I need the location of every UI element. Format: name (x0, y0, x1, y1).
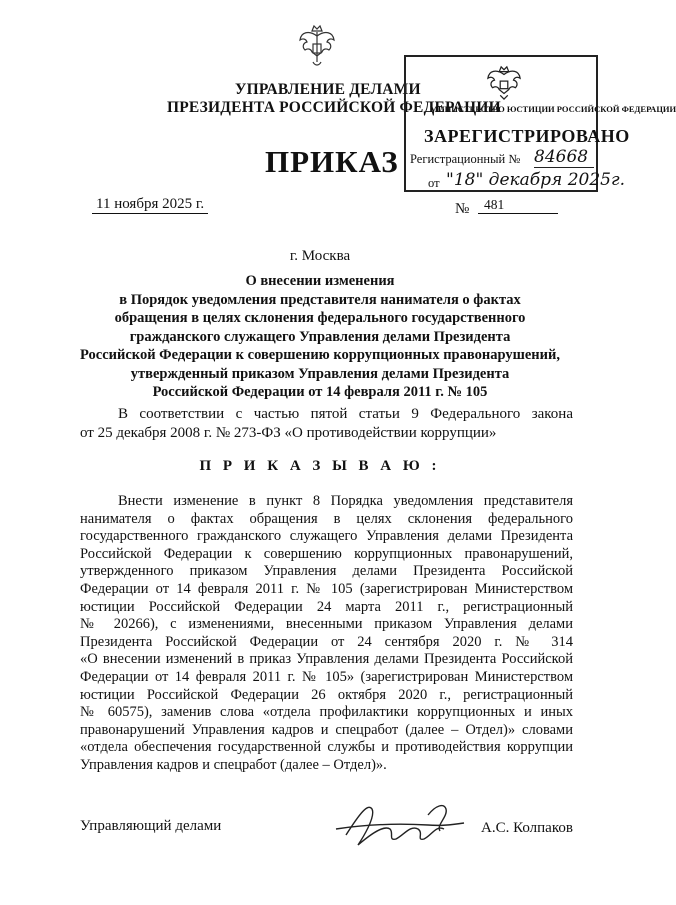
body-line: юстиции Российской Федерации 26 октября 2020 г., регистрационный (80, 686, 573, 703)
body-line: «О внесении изменений в приказ Управления делами Президента Российской (80, 651, 573, 668)
stamp-registered: ЗАРЕГИСТРИРОВАНО (424, 126, 630, 146)
body-line: юстиции Российской Федерации 24 марта 2011 г., регистрационный (80, 598, 573, 615)
org-name-line2: ПРЕЗИДЕНТА РОССИЙСКОЙ ФЕДЕРАЦИИ (167, 99, 501, 116)
city: г. Москва (289, 248, 351, 264)
body-line: «отдела обеспечения государственной службы и противодействия коррупции (80, 739, 573, 756)
body-line: Федерации от 14 февраля 2011 г. № 105» (зарегистрирован Министерством (80, 668, 573, 685)
document-type: ПРИКАЗ (265, 144, 399, 179)
signature-scribble (332, 795, 472, 855)
order-date: 11 ноября 2025 г. (92, 196, 208, 214)
stamp-ministry: МИНИСТЕРСТВО ЮСТИЦИИ РОССИЙСКОЙ ФЕДЕРАЦИИ (430, 104, 676, 114)
body-line: Внести изменение в пункт 8 Порядка уведомления представителя (118, 493, 573, 509)
body-line: нанимателя о фактах обращения в целях склонения федерального (80, 510, 573, 527)
body-line: утвержденного приказом Управления делами Президента Российской (80, 563, 573, 580)
title-line: утвержденный приказом Управления делами Президента (130, 365, 510, 382)
title-line: Российской Федерации к совершению коррупционных правонарушений, (80, 347, 560, 363)
body-line: № 60575), заменив слова «отдела профилактики коррупционных и иных (80, 704, 573, 721)
preamble (80, 405, 573, 443)
stamp-reg-number-label: Регистрационный № (410, 152, 521, 166)
signatory-position: Управляющий делами (80, 818, 222, 834)
registration-stamp (404, 55, 676, 192)
body-line: правонарушений Управления кадров и спецработ (далее – Отдел)» словами (80, 721, 573, 738)
title-line: в Порядок уведомления представителя нанимателя о фактах (119, 291, 521, 308)
body-line: Российской Федерации к совершению коррупционных правонарушений, (80, 545, 573, 562)
order-title (60, 272, 580, 402)
org-name-line1: УПРАВЛЕНИЕ ДЕЛАМИ (235, 81, 421, 98)
body-line: Управления кадров и спецработ (далее – Отдел)». (80, 756, 387, 773)
preamble-line: от 25 декабря 2008 г. № 273-ФЗ «О противодействии коррупции» (80, 425, 497, 441)
stamp-from-label: от (428, 176, 440, 190)
title-line: обращения в целях склонения федерального государственного (114, 310, 526, 326)
preamble-line: В соответствии с частью пятой статьи 9 Федерального закона (118, 406, 573, 422)
order-number-sign: № (455, 201, 470, 217)
stamp-reg-date: "18" декабря 2025г. (446, 170, 625, 190)
title-line: Российской Федерации от 14 февраля 2011 г. № 105 (152, 384, 488, 400)
body-line: Президента Российской Федерации от 24 сентября 2020 г. № 314 (80, 633, 573, 650)
stamp-reg-number: 84668 (534, 147, 594, 168)
body-line: Федерации от 14 февраля 2011 г. № 105 (зарегистрирован Министерством (80, 580, 573, 597)
body-line: № 20266), с изменениями, внесенными приказом Управления делами (80, 616, 573, 633)
order-body (80, 493, 573, 775)
title-line: О внесении изменения (245, 273, 395, 289)
order-number: 481 (478, 197, 558, 214)
body-line: государственного гражданского служащего Управления делами Президента (80, 528, 573, 545)
stamp-emblem-icon (485, 65, 523, 101)
title-line: гражданского служащего Управления делами Президента (129, 328, 511, 345)
signatory-name: А.С. Колпаков (481, 820, 573, 836)
coat-of-arms-icon (297, 22, 337, 70)
command-heading: П Р И К А З Ы В А Ю : (199, 458, 441, 474)
